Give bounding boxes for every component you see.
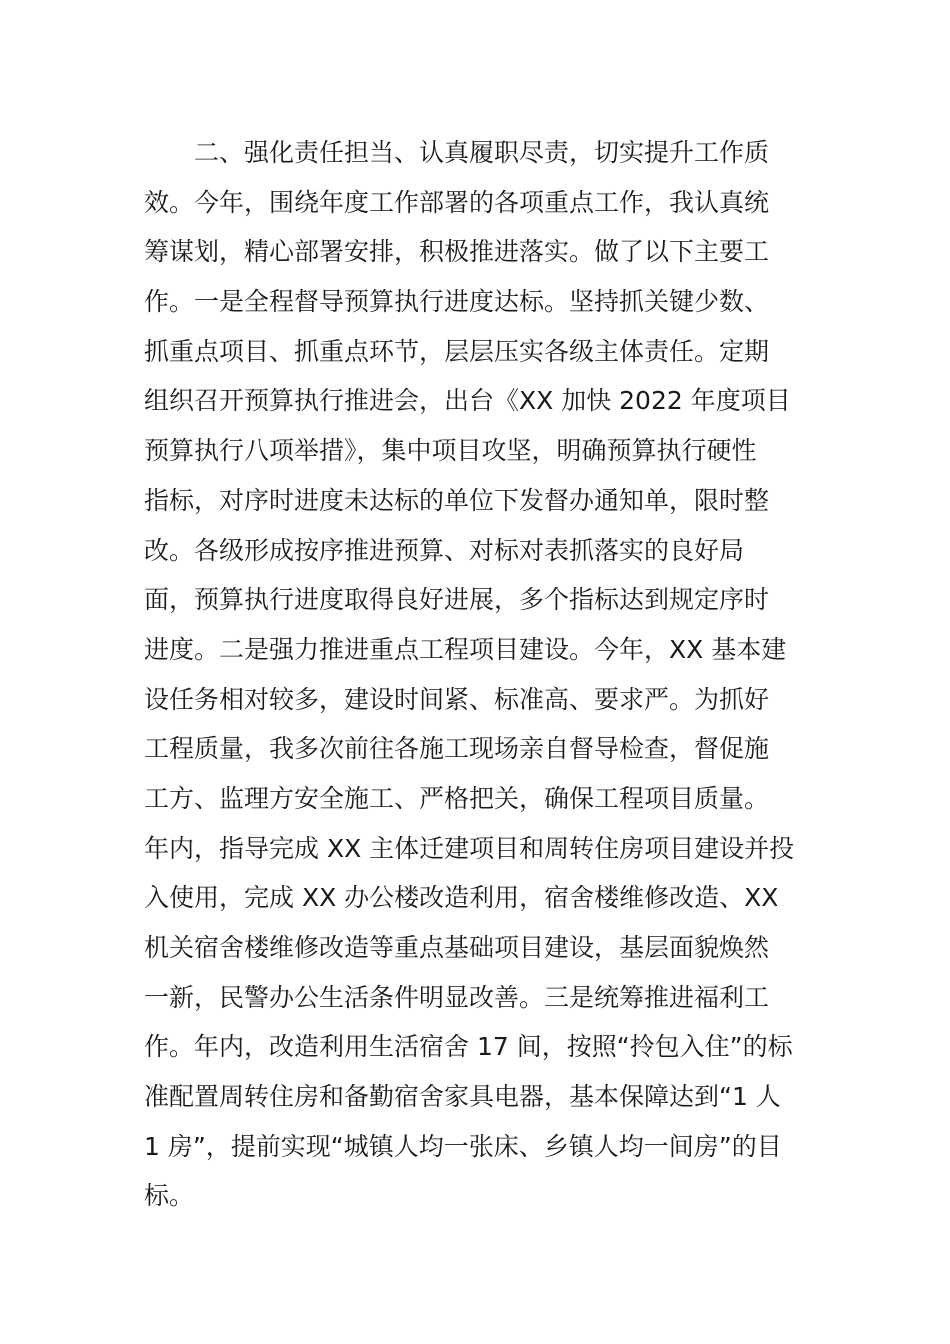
paragraph-line: 1 房”，提前实现“城镇人均一张床、乡镇人均一间房”的目 <box>144 1131 782 1161</box>
paragraph-line: 预算执行八项举措》，集中项目攻坚，明确预算执行硬性 <box>144 436 757 466</box>
paragraph-line: 面，预算执行进度取得良好进展，多个指标达到规定序时 <box>144 585 770 615</box>
paragraph-line: 作。一是全程督导预算执行进度达标。坚持抓关键少数、 <box>144 287 770 317</box>
paragraph-line: 工程质量，我多次前往各施工现场亲自督导检查，督促施 <box>144 734 770 764</box>
paragraph-line: 作。年内，改造利用生活宿舍 17 间，按照“拎包入住”的标 <box>144 1032 793 1062</box>
paragraph-line: 抓重点项目、抓重点环节，层层压实各级主体责任。定期 <box>144 336 770 366</box>
paragraph-line: 二、强化责任担当、认真履职尽责，切实提升工作质 <box>194 138 770 167</box>
paragraph-line: 设任务相对较多，建设时间紧、标准高、要求严。为抓好 <box>144 684 770 714</box>
paragraph-line: 机关宿舍楼维修改造等重点基础项目建设，基层面貌焕然 <box>144 933 770 962</box>
paragraph-line: 准配置周转住房和备勤宿舍家具电器，基本保障达到“1 人 <box>144 1082 781 1112</box>
paragraph-line: 入使用，完成 XX 办公楼改造利用，宿舍楼维修改造、XX <box>144 883 779 913</box>
paragraph-line: 一新，民警办公生活条件明显改善。三是统筹推进福利工 <box>144 982 770 1012</box>
body-paragraph <box>144 128 814 1221</box>
paragraph-line: 进度。二是强力推进重点工程项目建设。今年，XX 基本建 <box>144 634 787 664</box>
paragraph-line: 效。今年，围绕年度工作部署的各项重点工作，我认真统 <box>144 187 770 217</box>
paragraph-line: 标。 <box>144 1181 195 1211</box>
paragraph-line: 工方、监理方安全施工、严格把关，确保工程项目质量。 <box>144 783 770 813</box>
paragraph-line: 指标，对序时进度未达标的单位下发督办通知单，限时整 <box>144 485 770 515</box>
paragraph-line: 改。各级形成按序推进预算、对标对表抓落实的良好局 <box>144 535 745 565</box>
paragraph-line: 筹谋划，精心部署安排，积极推进落实。做了以下主要工 <box>144 237 770 267</box>
paragraph-line: 年内，指导完成 XX 主体迁建项目和周转住房项目建设并投 <box>144 833 795 863</box>
paragraph-line: 组织召开预算执行推进会，出台《XX 加快 2022 年度项目 <box>144 386 791 416</box>
